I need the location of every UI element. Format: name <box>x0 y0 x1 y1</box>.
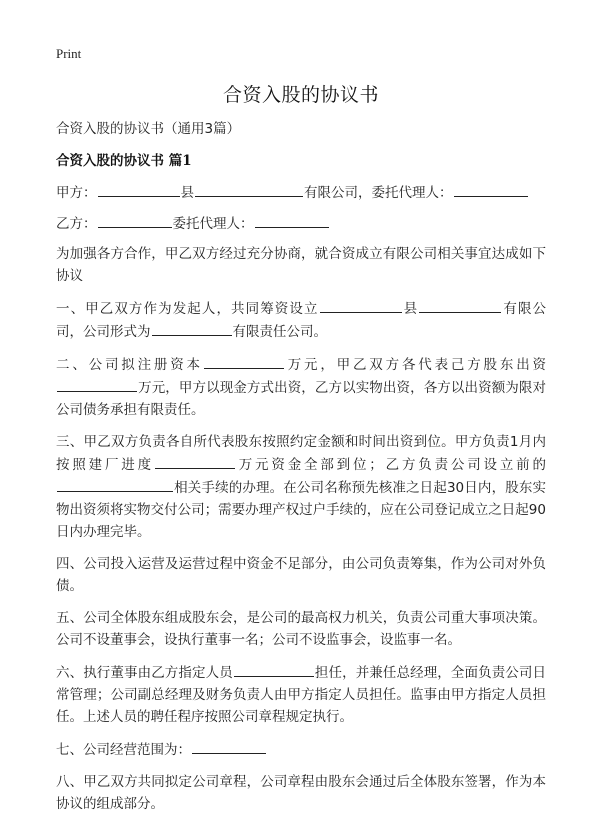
document-subtitle: 合资入股的协议书（通用3篇） <box>56 121 241 137</box>
party-a-company-blank <box>195 181 303 197</box>
clause-3-text-b: 万元资金全部到位；乙方负责公司设立前的 <box>235 457 547 473</box>
party-a-line <box>56 181 546 204</box>
clause-1-company-blank <box>419 297 501 313</box>
clause-2-text-b: 万元，甲乙双方各代表己方股东出资 <box>284 357 547 373</box>
party-a-county-blank <box>98 181 180 197</box>
party-b-name-blank <box>98 212 172 228</box>
party-b-agent-blank <box>255 212 329 228</box>
clause-6-text-a: 六、执行董事由乙方指定人员 <box>56 665 233 681</box>
clause-3-procedure-blank <box>57 476 173 492</box>
party-b-agent-label: 委托代理人： <box>172 216 254 232</box>
clause-3 <box>56 431 546 543</box>
clause-7-scope-blank <box>192 738 266 754</box>
clause-1-text-b: 县 <box>402 301 419 317</box>
clause-8: 八、甲乙双方共同拟定公司章程，公司章程由股东会通过后全体股东签署，作为本协议的组成部分。 <box>56 774 546 812</box>
clause-6-text-b: 担任，并兼任总经理，全面负责公司日常管理；公司副总经理及财务负责人由甲方指定人员担任。监事由甲方指定人员担任。上述人员的聘任程序按照公司章程规定执行。 <box>56 665 547 725</box>
clause-1-text-d: 有限责任公司。 <box>232 324 327 340</box>
clause-1-text-a: 一、甲乙双方作为发起人，共同筹资设立 <box>56 301 319 317</box>
clause-2-text-c: 万元，甲方以现金方式出资，乙方以实物出资，各方以出资额为限对公司债务承担有限责任。 <box>56 380 546 418</box>
clause-7-text-a: 七、公司经营范围为： <box>56 742 191 758</box>
party-b-line <box>56 212 546 235</box>
section-heading: 合资入股的协议书 篇1 <box>56 153 192 169</box>
document-page <box>56 44 546 825</box>
clause-2 <box>56 353 546 421</box>
clause-2-contribution-blank <box>57 376 137 392</box>
clause-4: 四、公司投入运营及运营过程中资金不足部分，由公司负责筹集，作为公司对外负债。 <box>56 556 546 594</box>
clause-2-text-a: 二、公司拟注册资本 <box>56 357 203 373</box>
party-a-agent-blank <box>454 181 528 197</box>
clause-1 <box>56 297 546 343</box>
party-a-county-suffix: 县 <box>180 185 194 201</box>
party-b-label: 乙方： <box>56 216 97 232</box>
clause-5: 五、公司全体股东组成股东会，是公司的最高权力机关，负责公司重大事项决策。公司不设董事会，设执行董事一名；公司不设监事会，设监事一名。 <box>56 610 546 648</box>
clause-3-text-c: 相关手续的办理。在公司名称预先核准之日起30日内，股东实物出资须将实物交付公司；需要办理产权过户手续的，应在公司登记成立之日起90日内办理完毕。 <box>56 480 546 540</box>
clause-1-form-blank <box>152 320 232 336</box>
clause-2-capital-blank <box>204 353 284 369</box>
clause-3-text-a: 三、甲乙双方负责各自所代表股东按照约定金额和时间出资到位。甲方负责1月内按照建厂进度 <box>56 434 546 473</box>
document-title: 合资入股的协议书 <box>222 84 379 106</box>
intro-paragraph: 为加强各方合作，甲乙双方经过充分协商，就合资成立有限公司相关事宜达成如下协议 <box>56 246 546 284</box>
clause-7 <box>56 738 546 761</box>
clause-6-person-blank <box>234 661 314 677</box>
party-a-company-suffix: 有限公司，委托代理人： <box>304 185 453 201</box>
clause-6 <box>56 661 546 728</box>
print-label[interactable]: Print <box>56 46 82 61</box>
clause-3-funds-blank <box>155 453 235 469</box>
clause-1-county-blank <box>320 297 402 313</box>
party-a-label: 甲方： <box>56 185 97 201</box>
clause-1-text-c: 有限公司，公司形式为 <box>56 301 547 340</box>
